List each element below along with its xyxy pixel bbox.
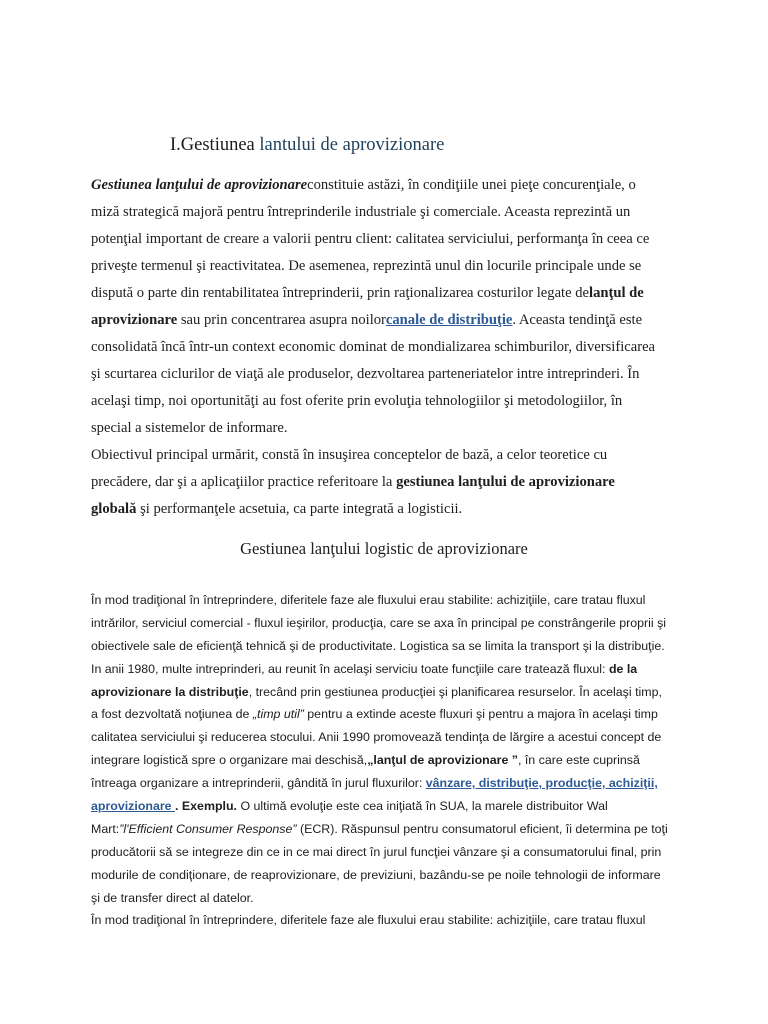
body-line: aprovizionare . Exemplu. O ultimă evoluţie este cea iniţiată în SUA, la marele distribuitor Wal [91,799,608,814]
body-line: a fost dezvoltată noţiunea de „timp util” pentru a extinde aceste fluxuri şi pentru a majora în acelaşi timp [91,707,658,722]
flows-link[interactable]: vânzare, distribuţie, producţie, achiziţii, [425,776,658,791]
body-line: producătorii să se integreze din ce in ce mai direct în jurul funcţiei vânzare şi a consumatorului final, prin [91,844,662,859]
intro-term: Gestiunea lanţului de aprovizionare [91,177,308,193]
body-paragraph [91,589,691,932]
intro-line: special a sistemelor de informare. [91,420,288,436]
body-line: In anii 1980, multe intreprinderi, au reunit în acelaşi serviciu toate funcţiile care tratează fluxul: de la [91,661,638,676]
body-line: aprovizionare la distribuţie, trecând prin gestiunea producţiei şi planificarea resurselor. În acelaşi timp, [91,684,662,699]
body-line: modurile de condiţionare, de reaprovizionare, de previziuni, bazându-se pe noile tehnologii de informare [91,867,661,882]
heading-prefix: I.Gestiunea [170,135,260,155]
body-line: integrare logistică spre o organizare mai deschisă,„lanţul de aprovizionare ”, în care este cuprinsă [91,753,640,768]
body-line: calitatea serviciului şi reducerea stocului. Anii 1990 promovează tendinţa de lărgire a acestui concept de [91,730,662,745]
intro-line: Obiectivul principal urmărit, constă în insuşirea conceptelor de bază, a celor teoretice cu [91,447,608,463]
intro-paragraph [91,172,691,523]
body-line: obiectivele sale de eficienţă tehnică şi de productivitate. Logistica sa se limita la transport şi la distribuţie. [91,638,665,653]
heading-accent: lantului de aprovizionare [259,135,445,155]
section-title: Gestiunea lanţului logistic de aprovizionare [240,539,528,558]
body-line: întreaga organizare a intreprinderii, gândită în jurul fluxurilor: vânzare, distribuţie, producţie, achiziţii, [91,776,658,791]
intro-line: şi scurtarea ciclurilor de viaţă ale produselor, dezvoltarea parteneriatelor intre intreprinderi. În [91,366,640,382]
body-line: şi de transfer direct al datelor. [91,890,254,905]
body-line: În mod tradiţional în întreprindere, diferitele faze ale fluxului erau stabilite: achiziţiile, care tratau fluxul [91,593,646,607]
intro-line: miză strategică majoră pentru întreprinderile industriale şi comerciale. Aceasta reprezintă un [91,204,631,220]
intro-line: consolidată încă într-un context economic dominat de mondializarea schimburilor, diversificarea [91,339,656,355]
chapter-heading [170,133,444,157]
intro-line: potenţial important de creare a valorii pentru client: calitatea serviciului, performanţa în ceea ce [91,231,650,247]
intro-line: acelaşi timp, noi oportunităţi au fost oferite prin evoluţia tehnologiilor şi metodologiilor, în [91,393,623,409]
intro-line: aprovizionare sau prin concentrarea asupra noilorcanale de distribuţie. Aceasta tendinţă este [91,312,643,328]
aprovizionare-link[interactable]: aprovizionare [91,799,176,814]
intro-line: globală şi performanţele acsetuia, ca parte integrată a logisticii. [91,501,463,517]
distribution-channels-link[interactable]: canale de distribuţie [385,312,513,328]
body-line: intrărilor, serviciul comercial - fluxul ieşirilor, producţia, care se axa în principal pe constrângerile proprii şi [91,615,667,630]
intro-line: dispută o parte din rentabilitatea întreprinderii, prin raţionalizarea costurilor legate delanţul de [91,285,644,301]
intro-line: Gestiunea lanţului de aprovizionareconstituie astăzi, în condiţiile unei pieţe concurenţiale, o [91,177,636,193]
intro-line: precădere, dar şi a aplicaţiilor practice referitoare la gestiunea lanţului de aprovizionare [91,474,615,490]
intro-line: priveşte termenul şi reactivitatea. De asemenea, reprezintă unul din locurile principale unde se [91,258,642,274]
body-line: În mod tradiţional în întreprindere, diferitele faze ale fluxului erau stabilite: achiziţiile, care tratau fluxul [91,913,646,928]
body-line: Mart:”l'Efficient Consumer Response” (ECR). Răspunsul pentru consumatorul eficient, îi determina pe toţi [91,821,668,836]
